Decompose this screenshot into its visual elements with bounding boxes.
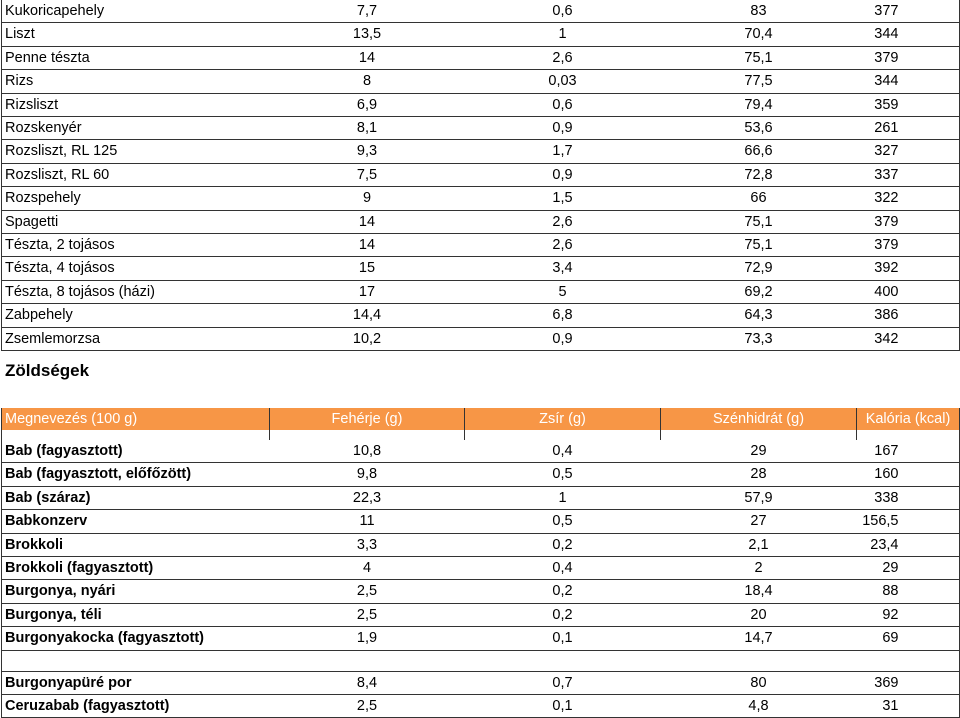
calories-cell[interactable]: 167 bbox=[857, 440, 960, 463]
protein-cell[interactable]: 9 bbox=[362, 190, 372, 207]
name-cell[interactable]: Rozsliszt, RL 125 bbox=[2, 140, 270, 163]
carbs-cell[interactable]: 70,4 bbox=[744, 26, 773, 43]
header-protein[interactable]: Fehérje (g) bbox=[270, 408, 465, 430]
table-row bbox=[2, 117, 960, 140]
carbs-cell[interactable]: 72,9 bbox=[744, 260, 773, 277]
table-row bbox=[2, 671, 960, 694]
table-row bbox=[2, 280, 960, 303]
carbs-cell[interactable]: 83 bbox=[750, 3, 767, 19]
name-cell[interactable]: Burgonya, téli bbox=[2, 603, 270, 626]
protein-cell[interactable]: 15 bbox=[358, 260, 376, 277]
protein-cell[interactable]: 2,5 bbox=[356, 583, 378, 600]
name-cell[interactable]: Liszt bbox=[2, 23, 270, 46]
fat-cell[interactable]: 2,6 bbox=[552, 213, 573, 230]
fat-cell[interactable] bbox=[465, 650, 661, 671]
protein-cell[interactable]: 6,9 bbox=[356, 96, 378, 113]
fat-cell[interactable]: 0,6 bbox=[552, 96, 573, 113]
carbs-cell[interactable]: 66 bbox=[750, 190, 767, 207]
fat-cell[interactable]: 1 bbox=[558, 26, 567, 43]
protein-cell[interactable]: 10,2 bbox=[352, 330, 382, 347]
carbs-cell[interactable]: 75,1 bbox=[744, 213, 773, 230]
protein-cell[interactable]: 14 bbox=[358, 49, 376, 66]
calories-cell[interactable]: 156,5 bbox=[857, 510, 960, 533]
protein-cell[interactable]: 10,8 bbox=[352, 443, 382, 459]
spacer-cell bbox=[661, 430, 857, 440]
protein-cell[interactable]: 13,5 bbox=[352, 26, 382, 43]
protein-cell[interactable]: 8,1 bbox=[356, 120, 378, 137]
name-cell[interactable]: Tészta, 2 tojásos bbox=[2, 234, 270, 257]
protein-cell[interactable]: 17 bbox=[358, 283, 376, 300]
calories-cell[interactable]: 377 bbox=[857, 0, 960, 23]
carbs-cell[interactable]: 14,7 bbox=[744, 630, 773, 647]
fat-cell[interactable]: 0,9 bbox=[552, 330, 573, 347]
fat-cell[interactable]: 2,6 bbox=[552, 237, 573, 254]
fat-cell[interactable]: 0,1 bbox=[552, 698, 573, 715]
table-row bbox=[2, 70, 960, 93]
header-carbs[interactable]: Szénhidrát (g) bbox=[661, 408, 857, 430]
calories-cell[interactable]: 342 bbox=[857, 327, 960, 350]
header-fat[interactable]: Zsír (g) bbox=[465, 408, 661, 430]
carbs-cell[interactable] bbox=[661, 650, 857, 671]
header-name[interactable]: Megnevezés (100 g) bbox=[2, 408, 270, 430]
carbs-cell[interactable]: 57,9 bbox=[744, 489, 773, 506]
fat-cell[interactable]: 0,7 bbox=[552, 674, 573, 691]
protein-cell[interactable]: 14,4 bbox=[352, 307, 382, 324]
carbs-cell[interactable]: 79,4 bbox=[744, 96, 773, 113]
fat-cell[interactable]: 0,4 bbox=[552, 560, 573, 577]
calories-cell[interactable]: 386 bbox=[857, 304, 960, 327]
fat-cell[interactable]: 0,5 bbox=[552, 466, 573, 483]
calories-cell[interactable] bbox=[857, 650, 960, 671]
name-cell[interactable]: Zabpehely bbox=[2, 304, 270, 327]
fat-cell[interactable]: 0,2 bbox=[552, 606, 573, 623]
calories-cell[interactable]: 31 bbox=[857, 695, 960, 718]
protein-cell[interactable]: 9,8 bbox=[356, 466, 378, 483]
protein-cell[interactable]: 14 bbox=[358, 237, 376, 254]
fat-cell[interactable]: 2,6 bbox=[552, 49, 573, 66]
calories-cell[interactable]: 369 bbox=[857, 671, 960, 694]
calories-cell[interactable]: 322 bbox=[857, 187, 960, 210]
calories-cell[interactable]: 379 bbox=[857, 46, 960, 69]
table-row bbox=[2, 486, 960, 509]
table-row bbox=[2, 46, 960, 69]
fat-cell[interactable]: 0,6 bbox=[552, 3, 573, 19]
fat-cell[interactable]: 0,4 bbox=[552, 443, 573, 459]
table-row bbox=[2, 304, 960, 327]
header-spacer-row bbox=[2, 430, 960, 440]
calories-cell[interactable]: 327 bbox=[857, 140, 960, 163]
grain-nutrition-table bbox=[1, 0, 960, 351]
table-row bbox=[2, 463, 960, 486]
name-cell[interactable] bbox=[2, 650, 270, 671]
name-cell[interactable]: Bab (fagyasztott, előfőzött) bbox=[2, 463, 270, 486]
name-cell[interactable]: Brokkoli (fagyasztott) bbox=[2, 557, 270, 580]
vegetable-table-body bbox=[2, 440, 960, 718]
carbs-cell[interactable]: 27 bbox=[750, 513, 767, 530]
name-cell[interactable]: Bab (száraz) bbox=[2, 486, 270, 509]
carbs-cell[interactable]: 28 bbox=[750, 466, 767, 483]
header-row bbox=[2, 408, 960, 430]
grain-table-body bbox=[2, 0, 960, 351]
fat-cell[interactable]: 0,2 bbox=[552, 583, 573, 600]
table-row bbox=[2, 557, 960, 580]
name-cell[interactable]: Zsemlemorzsa bbox=[2, 327, 270, 350]
calories-cell[interactable]: 88 bbox=[857, 580, 960, 603]
calories-cell[interactable]: 359 bbox=[857, 93, 960, 116]
table-row bbox=[2, 533, 960, 556]
header-calories[interactable]: Kalória (kcal) bbox=[857, 408, 960, 430]
carbs-cell[interactable]: 75,1 bbox=[744, 237, 773, 254]
name-cell[interactable]: Tészta, 8 tojásos (házi) bbox=[2, 280, 270, 303]
calories-cell[interactable]: 92 bbox=[857, 603, 960, 626]
name-cell[interactable]: Burgonyapüré por bbox=[2, 671, 270, 694]
protein-cell[interactable]: 2,5 bbox=[356, 606, 378, 623]
fat-cell[interactable]: 1,7 bbox=[552, 143, 573, 160]
table-row bbox=[2, 23, 960, 46]
table-row bbox=[2, 93, 960, 116]
protein-cell[interactable]: 1,9 bbox=[356, 630, 378, 647]
calories-cell[interactable]: 379 bbox=[857, 234, 960, 257]
table-row bbox=[2, 257, 960, 280]
protein-cell[interactable]: 7,5 bbox=[356, 166, 378, 183]
protein-cell[interactable]: 4 bbox=[362, 560, 372, 577]
table-row bbox=[2, 0, 960, 23]
protein-cell[interactable]: 7,7 bbox=[356, 3, 378, 19]
name-cell[interactable]: Rizsliszt bbox=[2, 93, 270, 116]
calories-cell[interactable]: 69 bbox=[857, 627, 960, 650]
fat-cell[interactable]: 0,2 bbox=[552, 536, 573, 553]
table-row bbox=[2, 187, 960, 210]
table-row bbox=[2, 603, 960, 626]
calories-cell[interactable]: 392 bbox=[857, 257, 960, 280]
name-cell[interactable]: Burgonyakocka (fagyasztott) bbox=[2, 627, 270, 650]
table-row bbox=[2, 234, 960, 257]
carbs-cell[interactable]: 69,2 bbox=[744, 283, 773, 300]
name-cell[interactable]: Brokkoli bbox=[2, 533, 270, 556]
name-cell[interactable]: Penne tészta bbox=[2, 46, 270, 69]
calories-cell[interactable]: 160 bbox=[857, 463, 960, 486]
vegetable-nutrition-table bbox=[1, 408, 960, 718]
name-cell[interactable]: Ceruzabab (fagyasztott) bbox=[2, 695, 270, 718]
name-cell[interactable]: Rozskenyér bbox=[2, 117, 270, 140]
table-row bbox=[2, 695, 960, 718]
spacer-cell bbox=[270, 430, 465, 440]
table-row bbox=[2, 163, 960, 186]
name-cell[interactable]: Bab (fagyasztott) bbox=[2, 440, 270, 463]
section-title: Zöldségek bbox=[5, 361, 90, 380]
table-row bbox=[2, 210, 960, 233]
calories-cell[interactable]: 337 bbox=[857, 163, 960, 186]
table-row bbox=[2, 327, 960, 350]
name-cell[interactable]: Babkonzerv bbox=[2, 510, 270, 533]
fat-cell[interactable]: 0,5 bbox=[552, 513, 573, 530]
protein-cell[interactable]: 14 bbox=[358, 213, 376, 230]
calories-cell[interactable]: 344 bbox=[857, 70, 960, 93]
calories-cell[interactable]: 261 bbox=[857, 117, 960, 140]
protein-cell[interactable]: 11 bbox=[359, 513, 375, 530]
calories-cell[interactable]: 379 bbox=[857, 210, 960, 233]
carbs-cell[interactable]: 66,6 bbox=[744, 143, 773, 160]
carbs-cell[interactable]: 53,6 bbox=[744, 120, 773, 137]
table-row bbox=[2, 510, 960, 533]
spacer-cell bbox=[465, 430, 661, 440]
name-cell[interactable]: Burgonya, nyári bbox=[2, 580, 270, 603]
fat-cell[interactable]: 0,9 bbox=[552, 166, 573, 183]
carbs-cell[interactable]: 75,1 bbox=[744, 49, 773, 66]
fat-cell[interactable]: 1,5 bbox=[552, 190, 573, 207]
carbs-cell[interactable]: 80 bbox=[750, 674, 767, 691]
carbs-cell[interactable]: 29 bbox=[750, 443, 767, 459]
calories-cell[interactable]: 338 bbox=[857, 486, 960, 509]
name-cell[interactable]: Kukoricapehely bbox=[2, 0, 270, 23]
fat-cell[interactable]: 1 bbox=[558, 489, 567, 506]
table-row bbox=[2, 580, 960, 603]
fat-cell[interactable]: 5 bbox=[558, 283, 567, 300]
name-cell[interactable]: Rozsliszt, RL 60 bbox=[2, 163, 270, 186]
name-cell[interactable]: Tészta, 4 tojásos bbox=[2, 257, 270, 280]
spacer-cell bbox=[857, 430, 960, 440]
protein-cell[interactable]: 3,3 bbox=[356, 536, 378, 553]
vegetable-table-header bbox=[2, 408, 960, 440]
calories-cell[interactable]: 23,4 bbox=[857, 533, 960, 556]
name-cell[interactable]: Rozspehely bbox=[2, 187, 270, 210]
calories-cell[interactable]: 344 bbox=[857, 23, 960, 46]
carbs-cell[interactable]: 77,5 bbox=[744, 73, 773, 90]
protein-cell[interactable]: 8 bbox=[362, 73, 372, 90]
fat-cell[interactable]: 0,03 bbox=[548, 73, 577, 90]
carbs-cell[interactable]: 2 bbox=[754, 560, 763, 577]
table-row bbox=[2, 140, 960, 163]
carbs-cell[interactable]: 20 bbox=[750, 606, 767, 623]
table-row bbox=[2, 440, 960, 463]
protein-cell[interactable]: 8,4 bbox=[356, 674, 378, 691]
name-cell[interactable]: Spagetti bbox=[2, 210, 270, 233]
fat-cell[interactable]: 3,4 bbox=[552, 260, 573, 277]
calories-cell[interactable]: 400 bbox=[857, 280, 960, 303]
carbs-cell[interactable]: 4,8 bbox=[748, 698, 769, 715]
fat-cell[interactable]: 6,8 bbox=[552, 307, 573, 324]
carbs-cell[interactable]: 72,8 bbox=[744, 166, 773, 183]
carbs-cell[interactable]: 64,3 bbox=[744, 307, 773, 324]
calories-cell[interactable]: 29 bbox=[857, 557, 960, 580]
fat-cell[interactable]: 0,1 bbox=[552, 630, 573, 647]
protein-cell[interactable] bbox=[270, 650, 465, 671]
table-row bbox=[2, 627, 960, 650]
protein-cell[interactable]: 9,3 bbox=[356, 143, 378, 160]
carbs-cell[interactable]: 18,4 bbox=[744, 583, 773, 600]
name-cell[interactable]: Rizs bbox=[2, 70, 270, 93]
carbs-cell[interactable]: 73,3 bbox=[744, 330, 773, 347]
protein-cell[interactable]: 2,5 bbox=[356, 698, 378, 715]
carbs-cell[interactable]: 2,1 bbox=[748, 536, 769, 553]
spacer-cell bbox=[2, 430, 270, 440]
fat-cell[interactable]: 0,9 bbox=[552, 120, 573, 137]
table-row bbox=[2, 650, 960, 671]
protein-cell[interactable]: 22,3 bbox=[352, 489, 382, 506]
